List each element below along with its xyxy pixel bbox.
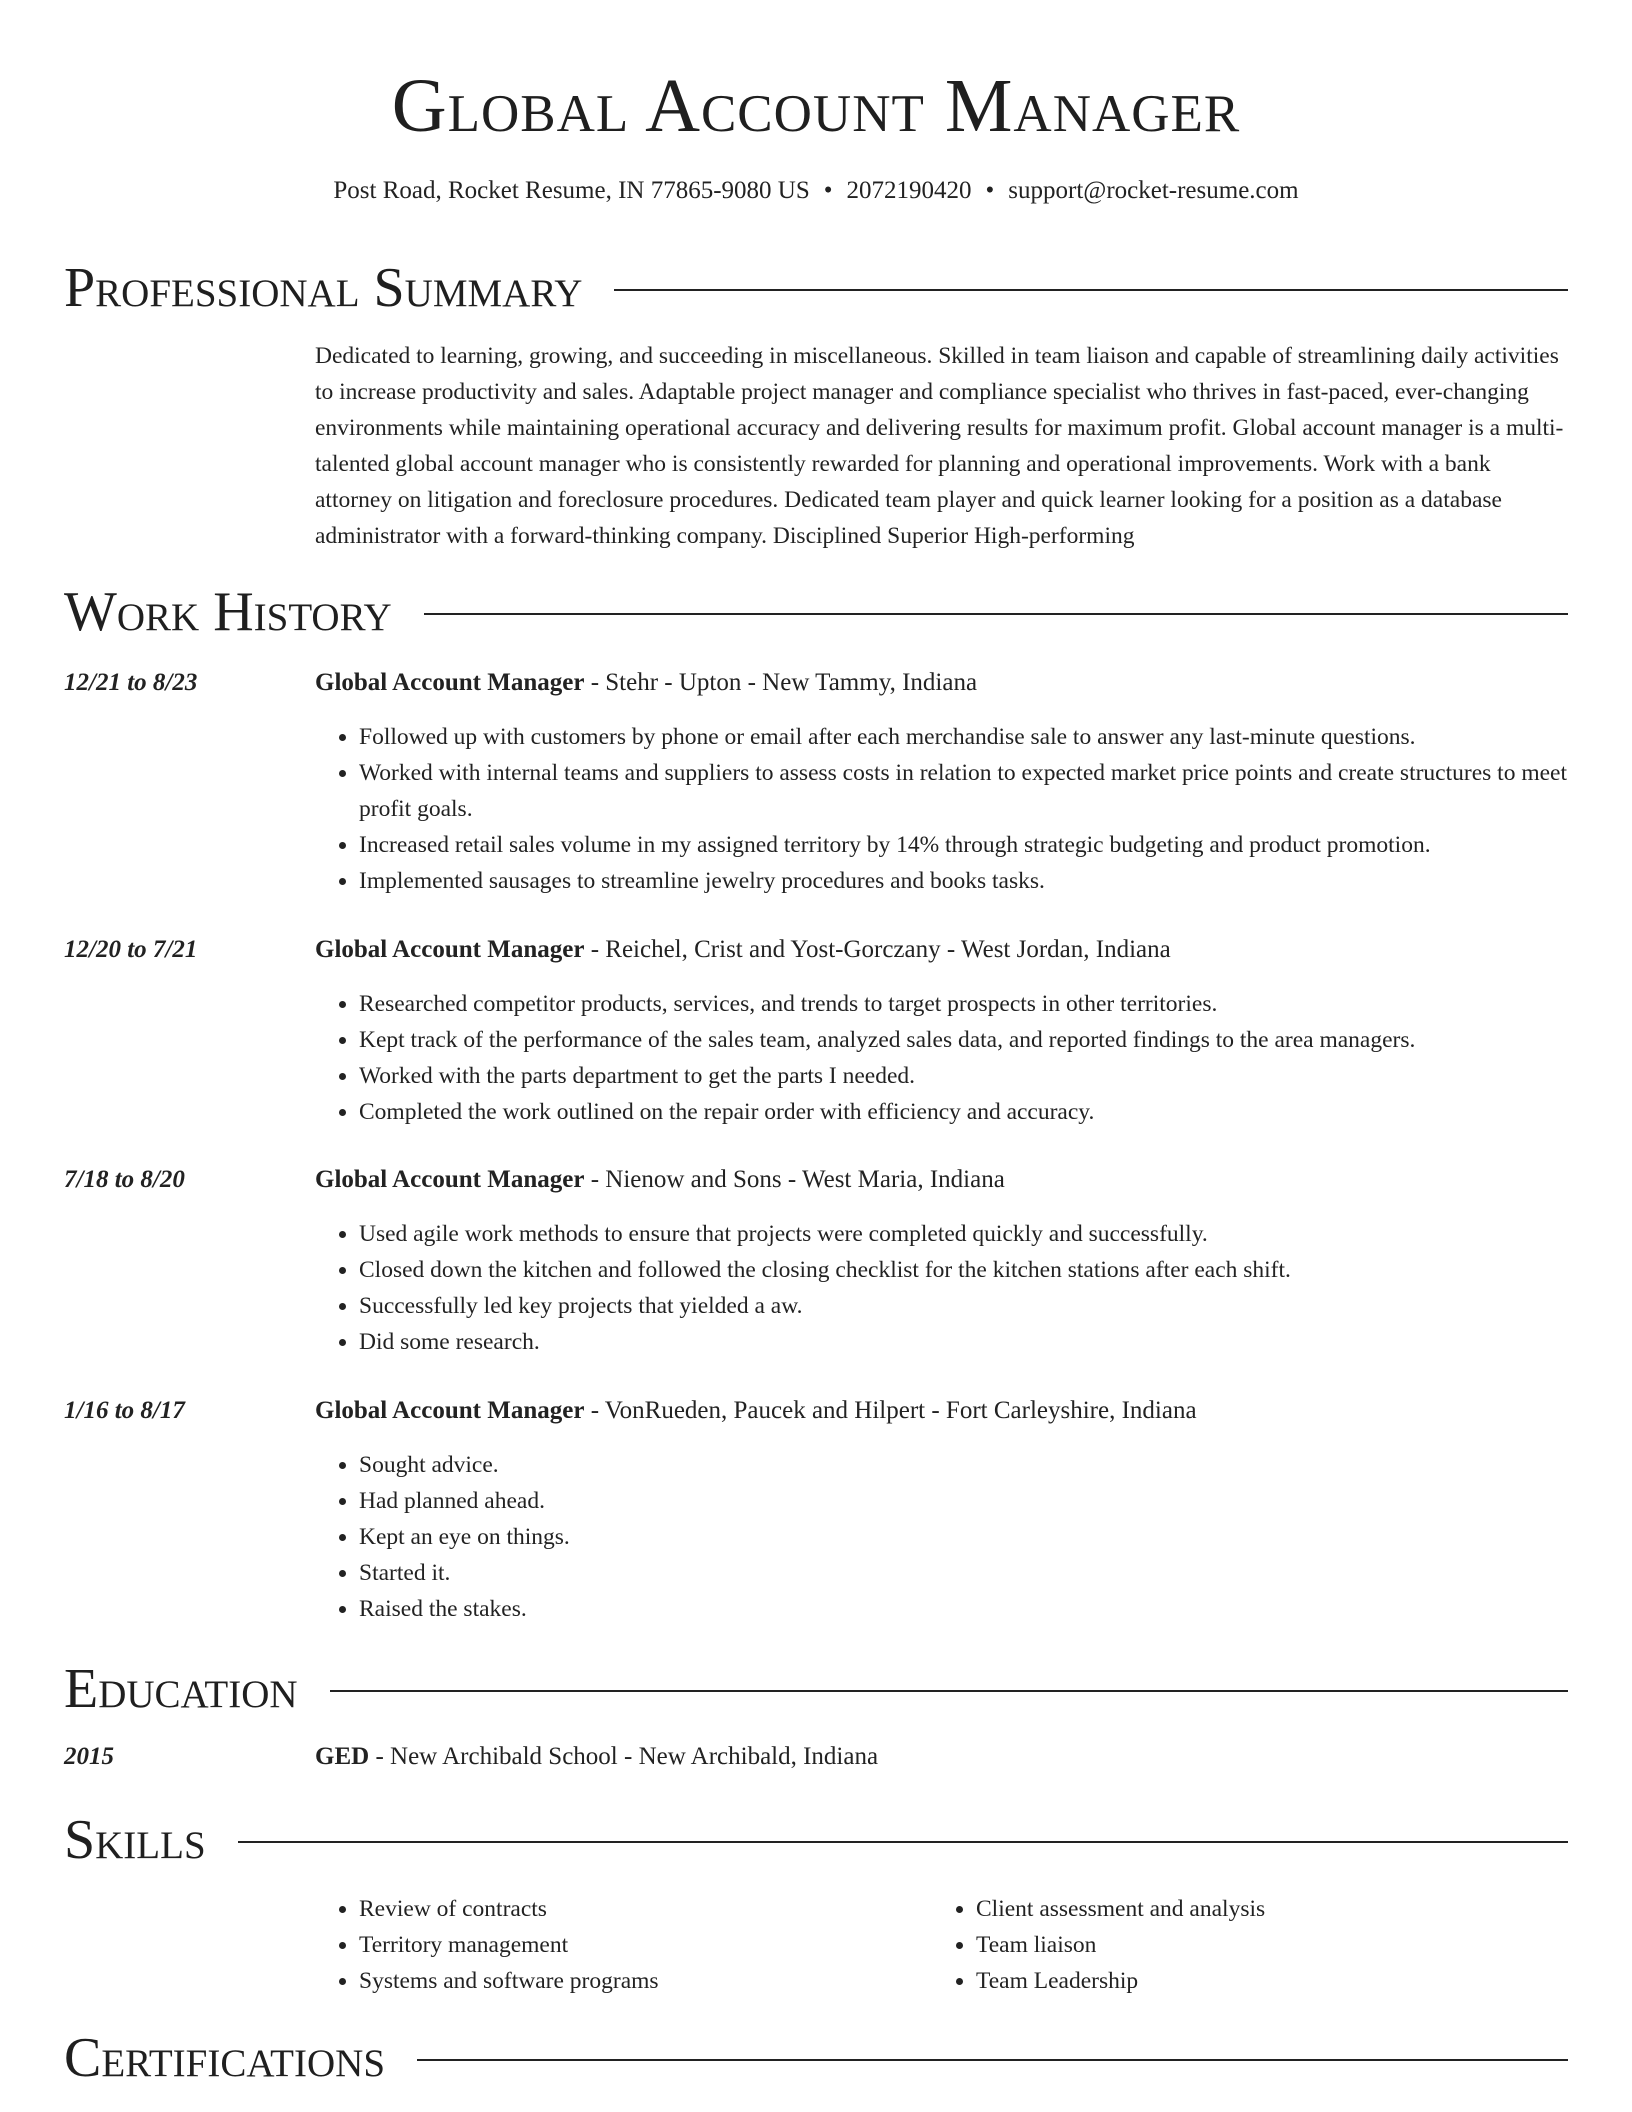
job-heading bbox=[315, 933, 1567, 967]
list-item: • Had planned ahead. bbox=[359, 1483, 1567, 1519]
section-heading-certifications bbox=[64, 2023, 1568, 2093]
section-divider bbox=[330, 1690, 1568, 1692]
list-item: • Worked with the parts department to get the parts I needed. bbox=[359, 1058, 1567, 1094]
list-item: • Kept an eye on things. bbox=[359, 1519, 1567, 1555]
skill-item: • Client assessment and analysis bbox=[976, 1891, 1532, 1927]
job-bullets bbox=[315, 1447, 1567, 1627]
job-heading bbox=[315, 666, 1567, 700]
skills-list-right bbox=[932, 1891, 1532, 1999]
list-item: • Started it. bbox=[359, 1555, 1567, 1591]
list-item: • Worked with internal teams and suppliers to assess costs in relation to expected market price points and create structures to meet profit goals. bbox=[359, 755, 1567, 827]
skill-item: • Team Leadership bbox=[976, 1963, 1532, 1999]
section-title: Certifications bbox=[64, 2027, 386, 2089]
job-dates: 7/18 to 8/20 bbox=[64, 1166, 185, 1193]
education-degree: GED bbox=[315, 1743, 370, 1770]
section-heading-work-history bbox=[64, 577, 1568, 647]
job-bullets bbox=[315, 719, 1567, 899]
section-title: Work History bbox=[64, 581, 392, 643]
job-title: Global Account Manager bbox=[315, 1166, 585, 1193]
job-details: - Stehr - Upton - New Tammy, Indiana bbox=[584, 669, 978, 696]
list-item: • Did some research. bbox=[359, 1324, 1567, 1360]
job-title: Global Account Manager bbox=[315, 669, 585, 696]
skill-item: • Territory management bbox=[359, 1927, 915, 1963]
job-details: - Reichel, Crist and Yost-Gorczany - West Jordan, Indiana bbox=[584, 936, 1171, 963]
section-heading-skills bbox=[64, 1805, 1568, 1875]
contact-email[interactable]: support@rocket-resume.com bbox=[1008, 177, 1299, 204]
list-item: • Successfully led key projects that yielded a aw. bbox=[359, 1288, 1567, 1324]
skill-item: • Systems and software programs bbox=[359, 1963, 915, 1999]
section-title: Skills bbox=[64, 1809, 206, 1871]
list-item: • Completed the work outlined on the repair order with efficiency and accuracy. bbox=[359, 1094, 1567, 1130]
education-year: 2015 bbox=[64, 1743, 114, 1770]
job-bullets bbox=[315, 1216, 1567, 1360]
job-heading bbox=[315, 1394, 1567, 1428]
job-details: - VonRueden, Paucek and Hilpert - Fort Carleyshire, Indiana bbox=[584, 1397, 1197, 1424]
job-bullets bbox=[315, 986, 1567, 1130]
skill-item: • Team liaison bbox=[976, 1927, 1532, 1963]
job-dates: 12/20 to 7/21 bbox=[64, 936, 198, 963]
job-dates: 1/16 to 8/17 bbox=[64, 1397, 185, 1424]
section-title: Education bbox=[64, 1658, 298, 1720]
job-title: Global Account Manager bbox=[315, 936, 585, 963]
list-item: • Sought advice. bbox=[359, 1447, 1567, 1483]
list-item: • Increased retail sales volume in my assigned territory by 14% through strategic budgeting and product promotion. bbox=[359, 827, 1567, 863]
job-details: - Nienow and Sons - West Maria, Indiana bbox=[584, 1166, 1005, 1193]
list-item: • Researched competitor products, services, and trends to target prospects in other territories. bbox=[359, 986, 1567, 1022]
contact-phone[interactable]: 2072190420 bbox=[846, 177, 972, 204]
section-divider bbox=[424, 613, 1568, 615]
list-item: • Implemented sausages to streamline jewelry procedures and books tasks. bbox=[359, 863, 1567, 899]
job-heading bbox=[315, 1163, 1567, 1197]
skill-item: • Review of contracts bbox=[359, 1891, 915, 1927]
section-divider bbox=[417, 2059, 1568, 2061]
section-divider bbox=[238, 1841, 1568, 1843]
section-heading-summary bbox=[64, 253, 1568, 323]
summary-text: Dedicated to learning, growing, and succeeding in miscellaneous. Skilled in team liaison and capable of streamlining daily activities to increase productivity and sales. Adaptable project manager and compliance specialist who thrives in fast-paced, ever-changing environments while maintaining operational accuracy and delivering results for maximum profit. Global account manager is a multi-talented global account manager who is consistently rewarded for planning and operational improvements. Work with a bank attorney on litigation and foreclosure procedures. Dedicated team player and quick learner looking for a position as a database administrator with a forward-thinking company. Disciplined Superior High-performing bbox=[315, 343, 1564, 549]
list-item: • Raised the stakes. bbox=[359, 1591, 1567, 1627]
contact-separator: • bbox=[823, 177, 833, 204]
education-details: - New Archibald School - New Archibald, Indiana bbox=[369, 1743, 879, 1770]
job-title: Global Account Manager bbox=[315, 1397, 585, 1424]
resume-name: Global Account Manager bbox=[391, 64, 1241, 148]
contact-line bbox=[0, 174, 1632, 208]
list-item: • Closed down the kitchen and followed the closing checklist for the kitchen stations after each shift. bbox=[359, 1252, 1567, 1288]
section-divider bbox=[614, 289, 1568, 291]
contact-separator: • bbox=[985, 177, 995, 204]
skills-list-left bbox=[315, 1891, 915, 1999]
section-title: Professional Summary bbox=[64, 257, 583, 319]
contact-address: Post Road, Rocket Resume, IN 77865-9080 US bbox=[333, 177, 810, 204]
section-heading-education bbox=[64, 1654, 1568, 1724]
list-item: • Kept track of the performance of the sales team, analyzed sales data, and reported findings to the area managers. bbox=[359, 1022, 1567, 1058]
list-item: • Followed up with customers by phone or email after each merchandise sale to answer any last-minute questions. bbox=[359, 719, 1567, 755]
education-entry bbox=[315, 1740, 1567, 1774]
job-dates: 12/21 to 8/23 bbox=[64, 669, 198, 696]
list-item: • Used agile work methods to ensure that projects were completed quickly and successfully. bbox=[359, 1216, 1567, 1252]
